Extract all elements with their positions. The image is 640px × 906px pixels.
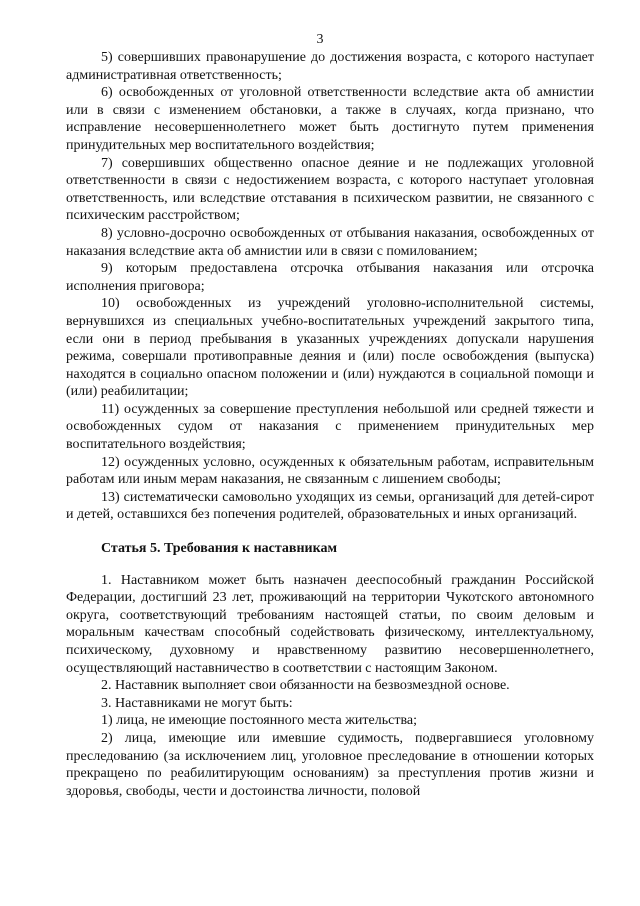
list-item-7: 7) совершивших общественно опасное деяние и не подлежащих уголовной ответственности в связи с недостижением возраста, с которого наступает уголовная ответственность, или вследствие отставания в психическом развитии, не связанного с психическим расстройством; [66,155,594,224]
article-subitem-2: 2) лица, имеющие или имевшие судимость, подвергавшиеся уголовному преследованию (за исключением лиц, уголовное преследование в отношении которых прекращено по реабилитирующим основаниям) за преступления против жизни и здоровья, свободы, чести и достоинства личности, половой [66,730,594,799]
article-paragraph-1: 1. Наставником может быть назначен дееспособный гражданин Российской Федерации, достигший 23 лет, проживающий на территории Чукотского автономного округа, соответствующий требованиям настоящей статьи, по своим деловым и моральным качествам способный содействовать физическому, интеллектуальному, психическому, духовному и нравственному развитию несовершеннолетнего, осуществляющий наставничество в соответствии с настоящим Законом. [66,572,594,676]
list-item-6: 6) освобожденных от уголовной ответственности вследствие акта об амнистии или в связи с изменением обстановки, а также в случаях, когда признано, что исправление несовершеннолетнего может быть достигнуто путем применения принудительных мер воспитательного воздействия; [66,85,594,153]
list-item-8: 8) условно-досрочно освобожденных от отбывания наказания, освобожденных от наказания вследствие акта об амнистии или в связи с помилованием; [66,225,594,259]
list-item-10: 10) освобожденных из учреждений уголовно-исполнительной системы, вернувшихся из специальных учебно-воспитательных учреждений закрытого типа, если они в период пребывания в указанных учреждениях допускали нарушения режима, совершали противоправные деяния и (или) после освобождения (выпуска) находятся в социально опасном положении и (или) нуждаются в социальной помощи и (или) реабилитации; [66,296,594,400]
article-paragraph-2: 2. Наставник выполняет свои обязанности на безвозмездной основе. [101,678,510,694]
list-item-9: 9) которым предоставлена отсрочка отбывания наказания или отсрочка исполнения приговора; [66,261,594,294]
list-item-12: 12) осужденных условно, осужденных к обязательным работам, исправительным работам или иным мерам наказания, не связанным с лишением свободы; [66,454,594,488]
list-item-13: 13) систематически самовольно уходящих из семьи, организаций для детей-сирот и детей, оставшихся без попечения родителей, образовательных и иных организаций. [66,489,594,523]
list-item-11: 11) осужденных за совершение преступления небольшой или средней тяжести и освобожденных судом от наказания с применением принудительных мер воспитательного воздействия; [66,401,594,453]
article-subitem-1: 1) лица, не имеющие постоянного места жительства; [101,713,417,729]
article-heading: Статья 5. Требования к наставникам [101,541,337,557]
document-body [66,49,594,800]
page-number: 3 [316,32,324,47]
list-item-5: 5) совершивших правонарушение до достижения возраста, с которого наступает административная ответственность; [66,50,594,83]
spacer [66,558,594,572]
spacer [66,524,594,540]
article-paragraph-3: 3. Наставниками не могут быть: [101,695,293,711]
